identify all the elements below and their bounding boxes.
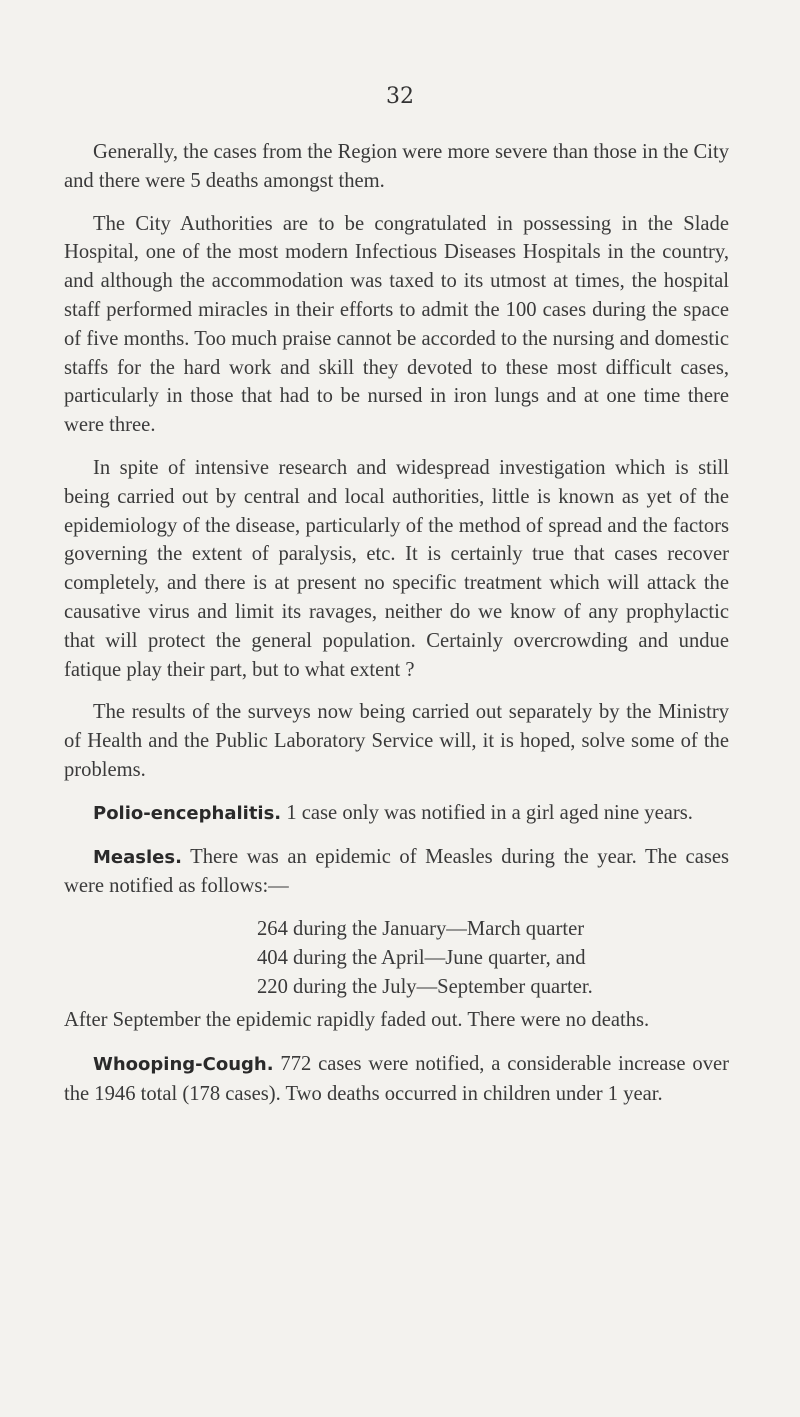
section-measles xyxy=(64,843,729,902)
section-polio xyxy=(64,799,729,829)
list-item: 220 during the July—September quarter. xyxy=(257,975,593,998)
document-body xyxy=(64,138,729,1123)
measles-text: There was an epidemic of Measles during the year. The cases were notified as follows:— xyxy=(64,845,730,898)
polio-text: 1 case only was notified in a girl aged nine years. xyxy=(286,801,693,824)
paragraph-slade-hospital: The City Authorities are to be congratulated in possessing in the Slade Hospital, one of the most modern Infectious Diseases Hospitals in the country, and although the accommodation was taxed to its utmost at times, the hospital staff performed miracles in their efforts to admit the 100 cases during the space of five months. Too much praise cannot be accorded to the nursing and domestic staffs for the hard work and skill they devoted to these most difficult cases, particularly in those that had to be nursed in iron lungs and at one time there were three. xyxy=(64,212,729,437)
whooping-text: 772 cases were notified, a considerable increase over the 1946 total (178 cases). Two deaths occurred in children under 1 year. xyxy=(64,1053,729,1106)
measles-heading: Measles. xyxy=(93,846,182,868)
polio-heading: Polio-encephalitis. xyxy=(93,802,282,824)
list-item: 264 during the January—March quarter xyxy=(257,918,585,941)
paragraph-research: In spite of intensive research and widespread investigation which is still being carried out by central and local authorities, little is known as yet of the epidemiology of the disease, particularly of the method of spread and the factors governing the extent of paralysis, etc. It is certainly true that cases recover completely, and there is at present no specific treatment which will attack the causative virus and limit its ravages, neither do we know of any prophylactic that will protect the general population. Certainly overcrowding and undue fatique play their part, but to what extent ? xyxy=(64,456,729,681)
whooping-heading: Whooping-Cough. xyxy=(93,1054,274,1076)
list-item: 404 during the April—June quarter, and xyxy=(257,946,586,969)
measles-after: After September the epidemic rapidly faded out. There were no deaths. xyxy=(64,1008,650,1031)
paragraph-surveys: The results of the surveys now being carried out separately by the Ministry of Health and the Public Laboratory Service will, it is hoped, solve some of the problems. xyxy=(64,701,729,781)
section-whooping-cough xyxy=(64,1050,729,1109)
page-number: 32 xyxy=(386,84,414,109)
measles-quarter-list xyxy=(64,915,729,1001)
paragraph-region-cases: Generally, the cases from the Region were more severe than those in the City and there were 5 deaths amongst them. xyxy=(64,141,729,192)
